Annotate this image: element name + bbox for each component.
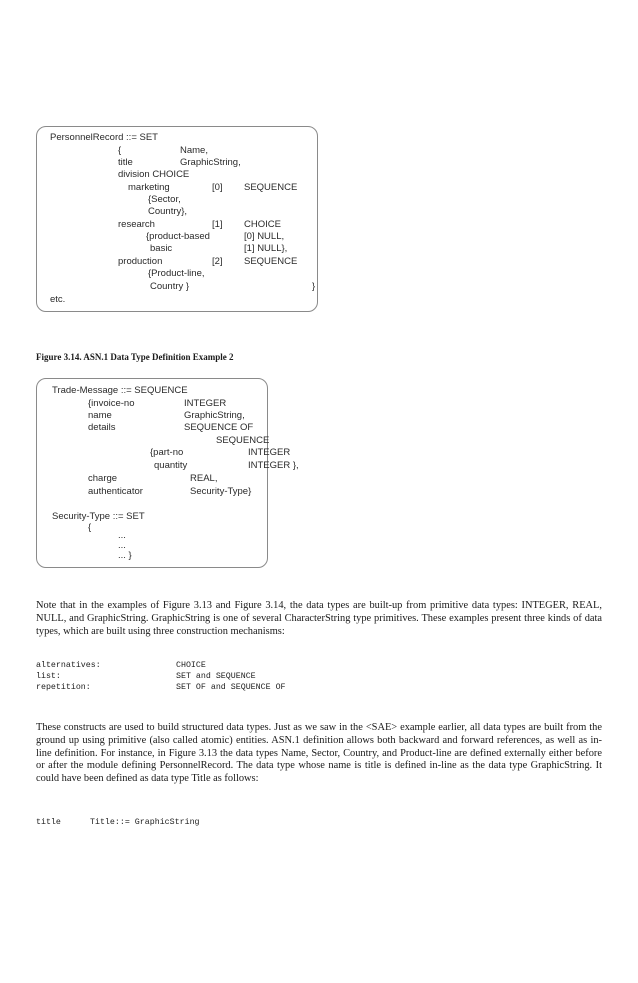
asn-line: INTEGER (184, 398, 227, 409)
asn-line: PersonnelRecord ::= SET (50, 132, 158, 143)
asn-line: production (118, 256, 163, 267)
asn-line: marketing (128, 182, 170, 193)
asn-line: SEQUENCE (216, 435, 270, 446)
asn-line: } (312, 281, 316, 292)
asn-line: name (88, 410, 112, 421)
asn-line: Country } (150, 281, 190, 292)
asn-line: [1] (212, 219, 223, 230)
asn-line: GraphicString, (184, 410, 245, 421)
asn-line: ... (118, 530, 126, 541)
figure-trade-message-box (36, 378, 268, 568)
code-type-name: title (36, 818, 61, 827)
asn-line: SEQUENCE OF (184, 422, 254, 433)
body-paragraph: These constructs are used to build structured data types. Just as we saw in the <SAE> example earlier, all data types are built from the ground up using primitive (also called atomic) entities. ASN.1 definition allows both backward and forward references, as well as in-line definition. For instance, in Figure 3.13 the data types Name, Sector, Country, and Product-line are defined externally either before or after the module defining PersonnelRecord. The data type whose name is title is defined in-line as the data type GraphicString. It could have been defined as data type Title as follows: (36, 722, 602, 785)
asn-line: {invoice-no (88, 398, 135, 409)
body-paragraph: Note that in the examples of Figure 3.13 and Figure 3.14, the data types are built-up from primitive data types: INTEGER, REAL, NULL, and GraphicString. GraphicString is one of several CharacterString type primitives. These examples present three kinds of data types, which are built using three construction mechanisms: (36, 600, 602, 637)
asn-line: INTEGER }, (248, 460, 299, 471)
asn-line: [1] NULL}, (244, 243, 288, 254)
asn-line: research (118, 219, 155, 230)
asn-line: authenticator (88, 486, 143, 497)
mechanism-label: list: (36, 672, 61, 681)
asn-line: quantity (154, 460, 188, 471)
asn-line: {part-no (150, 447, 184, 458)
asn-line: Name, (180, 145, 208, 156)
asn-line: { (118, 145, 122, 156)
asn-line: {Sector, (148, 194, 181, 205)
asn-line: SEQUENCE (244, 182, 298, 193)
asn-line: Security-Type} (190, 486, 252, 497)
asn-line: Country}, (148, 206, 188, 217)
asn-line: {Product-line, (148, 268, 205, 279)
asn-line: { (88, 522, 92, 533)
asn-line: Security-Type ::= SET (52, 511, 145, 522)
mechanism-label: repetition: (36, 683, 91, 692)
asn-line: Trade-Message ::= SEQUENCE (52, 385, 188, 396)
asn-line: [0] (212, 182, 223, 193)
asn-line: INTEGER (248, 447, 291, 458)
asn-line: REAL, (190, 473, 218, 484)
mechanism-value: SET and SEQUENCE (176, 672, 256, 681)
mechanism-value: SET OF and SEQUENCE OF (176, 683, 286, 692)
asn-line: CHOICE (244, 219, 281, 230)
asn-line: SEQUENCE (244, 256, 298, 267)
figure-caption: Figure 3.14. ASN.1 Data Type Definition Example 2 (36, 352, 234, 362)
asn-line: {product-based (146, 231, 210, 242)
asn-line: details (88, 422, 116, 433)
asn-line: [2] (212, 256, 223, 267)
asn-line: GraphicString, (180, 157, 241, 168)
asn-line: basic (150, 243, 173, 254)
mechanism-value: CHOICE (176, 661, 206, 670)
asn-line: division CHOICE (118, 169, 190, 180)
code-type-definition: Title::= GraphicString (90, 818, 200, 827)
mechanism-label: alternatives: (36, 661, 101, 670)
asn-line: title (118, 157, 133, 168)
asn-line: ... (118, 540, 126, 551)
asn-line: charge (88, 473, 118, 484)
asn-line: ... } (118, 550, 132, 561)
asn-line: etc. (50, 294, 66, 305)
asn-line: [0] NULL, (244, 231, 285, 242)
